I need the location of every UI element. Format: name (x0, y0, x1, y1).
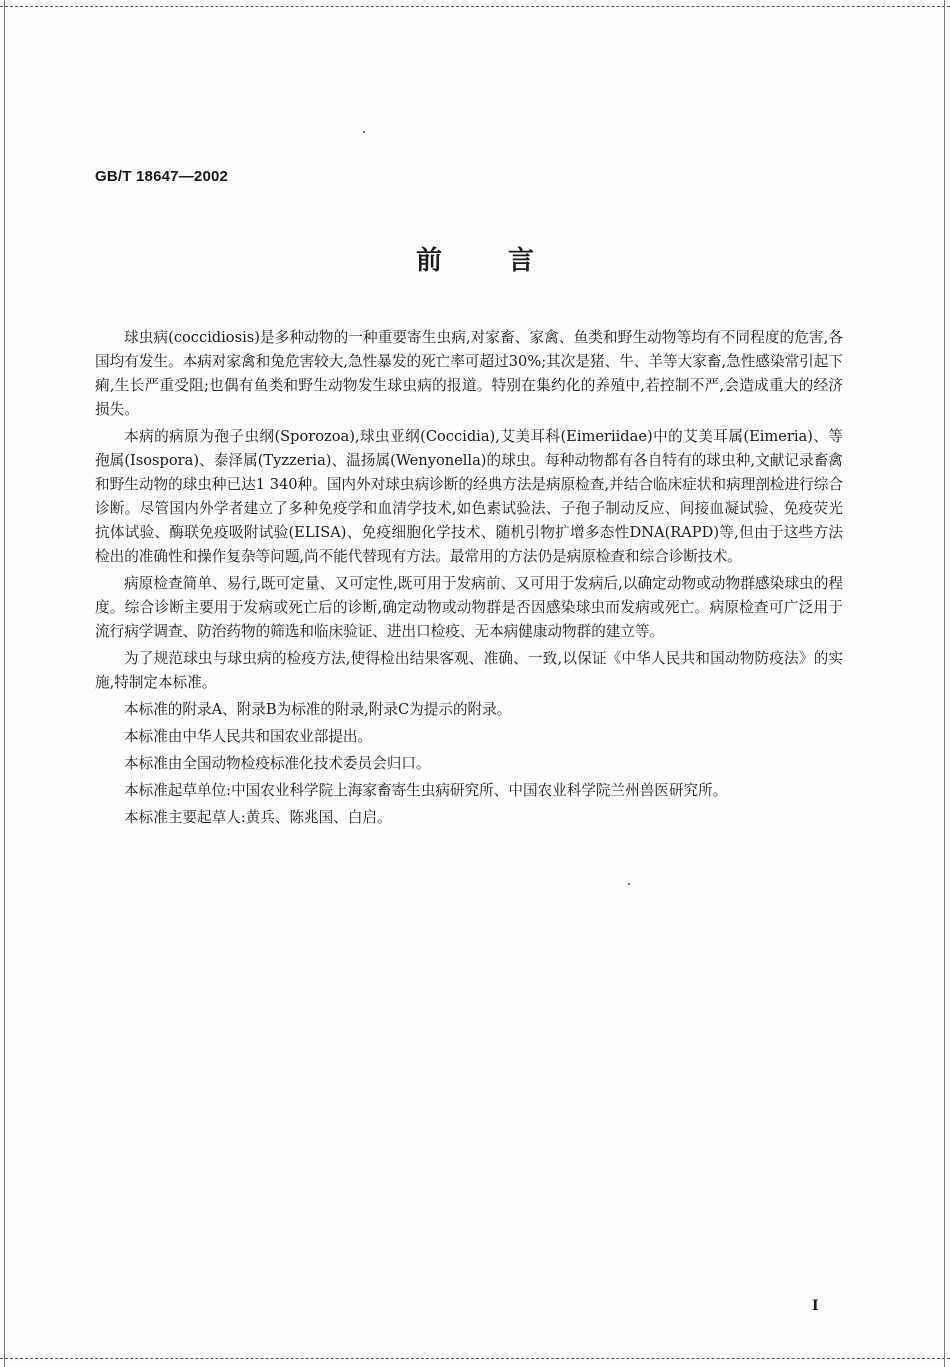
scan-border-bottom (0, 1358, 950, 1359)
paragraph-committee: 本标准由全国动物检疫标准化技术委员会归口。 (124, 755, 431, 772)
scan-border-right (944, 0, 945, 1367)
paragraph-drafters: 本标准主要起草人:黄兵、陈兆国、白启。 (124, 809, 392, 826)
scan-speck (363, 131, 365, 133)
standard-code: GB/T 18647—2002 (95, 168, 229, 185)
scan-border-top (0, 6, 950, 7)
paragraph-purpose: 为了规范球虫与球虫病的检疫方法,使得检出结果客观、准确、一致,以保证《中华人民共和国动物防疫法》的实施,特制定本标准。 (95, 650, 843, 691)
paragraph-pathogen: 本病的病原为孢子虫纲(Sporozoa),球虫亚纲(Coccidia),艾美耳科(Eimeriidae)中的艾美耳属(Eimeria)、等孢属(Isospora)、泰泽属(Tyzzeria)、温扬属(Wenyonella)的球虫。每种动物都有各自特有的球虫种,文献记录畜禽和野生动物的球虫种已达1 340种。国内外对球虫病诊断的经典方法是病原检查,并结合临床症状和病理剖检进行综合诊断。尽管国内外学者建立了多种免疫学和血清学技术,如色素试验法、子孢子制动反应、间接血凝试验、免疫荧光抗体试验、酶联免疫吸附试验(ELISA)、免疫细胞化学技术、随机引物扩增多态性DNA(RAPD)等,但由于这些方法检出的准确性和操作复杂等问题,尚不能代替现有方法。最常用的方法仍是病原检查和综合诊断技术。 (95, 428, 843, 565)
paragraph-drafting-units: 本标准起草单位:中国农业科学院上海家畜寄生虫病研究所、中国农业科学院兰州兽医研究所。 (124, 782, 728, 799)
paragraph-diagnosis: 病原检查简单、易行,既可定量、又可定性,既可用于发病前、又可用于发病后,以确定动物或动物群感染球虫的程度。综合诊断主要用于发病或死亡后的诊断,确定动物或动物群是否因感染球虫而发病或死亡。病原检查可广泛用于流行病学调查、防治药物的筛选和临床验证、进出口检疫、无本病健康动物群的建立等。 (95, 575, 843, 640)
paragraph-annexes: 本标准的附录A、附录B为标准的附录,附录C为提示的附录。 (124, 701, 512, 718)
paragraph-intro: 球虫病(coccidiosis)是多种动物的一种重要寄生虫病,对家畜、家禽、鱼类和野生动物等均有不同程度的危害,各国均有发生。本病对家禽和兔危害较大,急性暴发的死亡率可超过30%;其次是猪、牛、羊等大家畜,急性感染常引起下痢,生长严重受阻;也偶有鱼类和野生动物发生球虫病的报道。特别在集约化的养殖中,若控制不严,会造成重大的经济损失。 (95, 329, 843, 418)
paragraph-proposer: 本标准由中华人民共和国农业部提出。 (124, 728, 373, 745)
page-title: 前言 (415, 246, 600, 276)
foreword-body (95, 326, 843, 833)
page-number: I (812, 1298, 819, 1314)
scan-border-left (4, 0, 5, 1367)
scan-speck (628, 883, 630, 885)
